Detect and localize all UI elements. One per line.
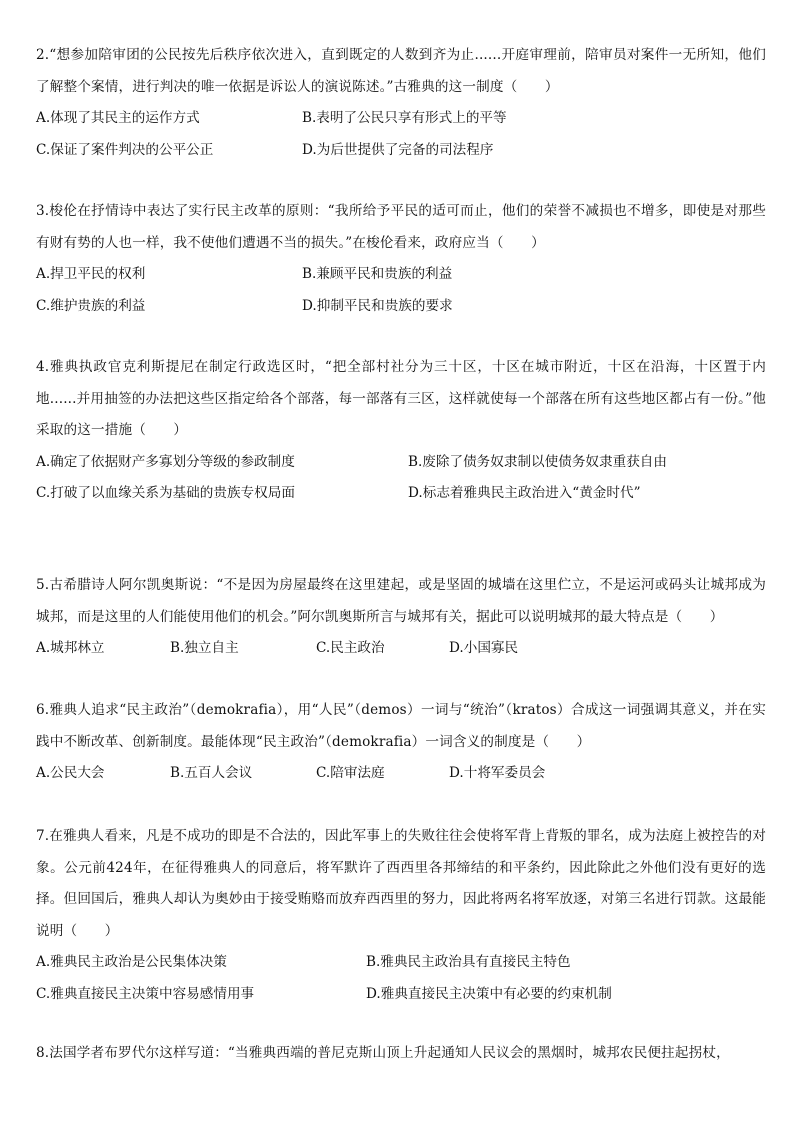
option-d[interactable]: D.小国寡民: [449, 640, 519, 656]
option-a[interactable]: A.公民大会: [36, 765, 105, 781]
question-5-stem: 5.古希腊诗人阿尔凯奥斯说：“不是因为房屋最终在这里建起，或是坚固的城墙在这里伫立，不是运河或码头让城邦成为城邦，而是这里的人们能使用他们的机会。”阿尔凯奥斯所言与城邦有关，据此可以说明城邦的最大特点是（ ）: [36, 577, 766, 625]
option-a[interactable]: A.捍卫平民的权利: [36, 266, 146, 282]
question-6-options-row: [36, 758, 766, 790]
question-2-options-row1: [36, 103, 766, 135]
option-b[interactable]: B.五百人会议: [170, 765, 253, 781]
question-2-stem: 2.“想参加陪审团的公民按先后秩序依次进入，直到既定的人数到齐为止......开庭审理前，陪审员对案件一无所知，他们了解整个案情，进行判决的唯一依据是诉讼人的演说陈述。”古雅典的这一制度（ ）: [36, 47, 766, 95]
option-c[interactable]: C.雅典直接民主决策中容易感情用事: [36, 985, 255, 1002]
option-d[interactable]: D.抑制平民和贵族的要求: [302, 297, 453, 314]
option-d[interactable]: D.雅典直接民主决策中有必要的约束机制: [366, 985, 612, 1002]
option-b[interactable]: B.兼顾平民和贵族的利益: [302, 266, 453, 282]
question-2-options-row2: [36, 135, 766, 167]
question-8-stem: 8.法国学者布罗代尔这样写道：“当雅典西端的普尼克斯山顶上升起通知人民议会的黑烟时，城邦农民便拄起拐杖，: [36, 1045, 730, 1061]
question-4-options-row2: [36, 478, 766, 510]
question-3: [36, 196, 766, 322]
option-a[interactable]: A.体现了其民主的运作方式: [36, 110, 200, 126]
question-5-options-row: [36, 633, 766, 665]
option-c[interactable]: C.民主政治: [316, 640, 385, 656]
question-3-options-row2: [36, 291, 766, 323]
question-4: [36, 352, 766, 510]
question-4-stem: 4.雅典执政官克利斯提尼在制定行政选区时，“把全部村社分为三十区，十区在城市附近，十区在沿海，十区置于内地......并用抽签的办法把这些区指定给各个部落，每一部落有三区，这样就使每一个部落在所有这些地区都占有一份。”他采取的这一措施（ ）: [36, 359, 766, 438]
question-2: [36, 40, 766, 166]
question-3-stem: 3.梭伦在抒情诗中表达了实行民主改革的原则：“我所给予平民的适可而止，他们的荣誉不减损也不增多，即使是对那些有财有势的人也一样，我不使他们遭遇不当的损失。”在梭伦看来，政府应当（ ）: [36, 203, 766, 251]
option-b[interactable]: B.废除了债务奴隶制以使债务奴隶重获自由: [408, 453, 667, 470]
option-c[interactable]: C.陪审法庭: [316, 765, 385, 781]
option-b[interactable]: B.独立自主: [170, 640, 239, 656]
question-7: [36, 821, 766, 1010]
question-7-options-row2: [36, 979, 766, 1011]
question-6-stem: 6.雅典人追求“民主政治”（demokrafia），用“人民”（demos）一词与“统治”（kratos）合成这一词强调其意义，并在实践中不断改革、创新制度。最能体现“民主政治”（demokrafia）一词含义的制度是（ ）: [36, 702, 766, 750]
question-6: [36, 695, 766, 790]
question-7-options-row1: [36, 947, 766, 979]
option-a[interactable]: A.城邦林立: [36, 640, 105, 656]
question-8: [36, 1038, 766, 1070]
question-7-stem: 7.在雅典人看来，凡是不成功的即是不合法的，因此军事上的失败往往会使将军背上背叛的罪名，成为法庭上被控告的对象。公元前424年，在征得雅典人的同意后，将军默许了西西里各邦缔结的和平条约，因此除此之外他们没有更好的选择。但回国后，雅典人却认为奥妙由于接受贿赂而放弃西西里的努力，因此将两名将军放逐，对第三名进行罚款。这最能说明（ ）: [36, 828, 766, 939]
question-5: [36, 570, 766, 665]
option-d[interactable]: D.标志着雅典民主政治进入“黄金时代”: [408, 485, 641, 501]
option-b[interactable]: B.雅典民主政治具有直接民主特色: [366, 954, 571, 970]
question-3-options-row1: [36, 259, 766, 291]
option-a[interactable]: A.雅典民主政治是公民集体决策: [36, 954, 227, 970]
option-d[interactable]: D.十将军委员会: [449, 765, 546, 781]
option-b[interactable]: B.表明了公民只享有形式上的平等: [302, 110, 507, 126]
option-c[interactable]: C.维护贵族的利益: [36, 297, 146, 314]
option-a[interactable]: A.确定了依据财产多寡划分等级的参政制度: [36, 453, 295, 470]
option-c[interactable]: C.打破了以血缘关系为基础的贵族专权局面: [36, 485, 295, 501]
option-c[interactable]: C.保证了案件判决的公平公正: [36, 141, 214, 158]
option-d[interactable]: D.为后世提供了完备的司法程序: [302, 141, 494, 158]
question-4-options-row1: [36, 447, 766, 479]
